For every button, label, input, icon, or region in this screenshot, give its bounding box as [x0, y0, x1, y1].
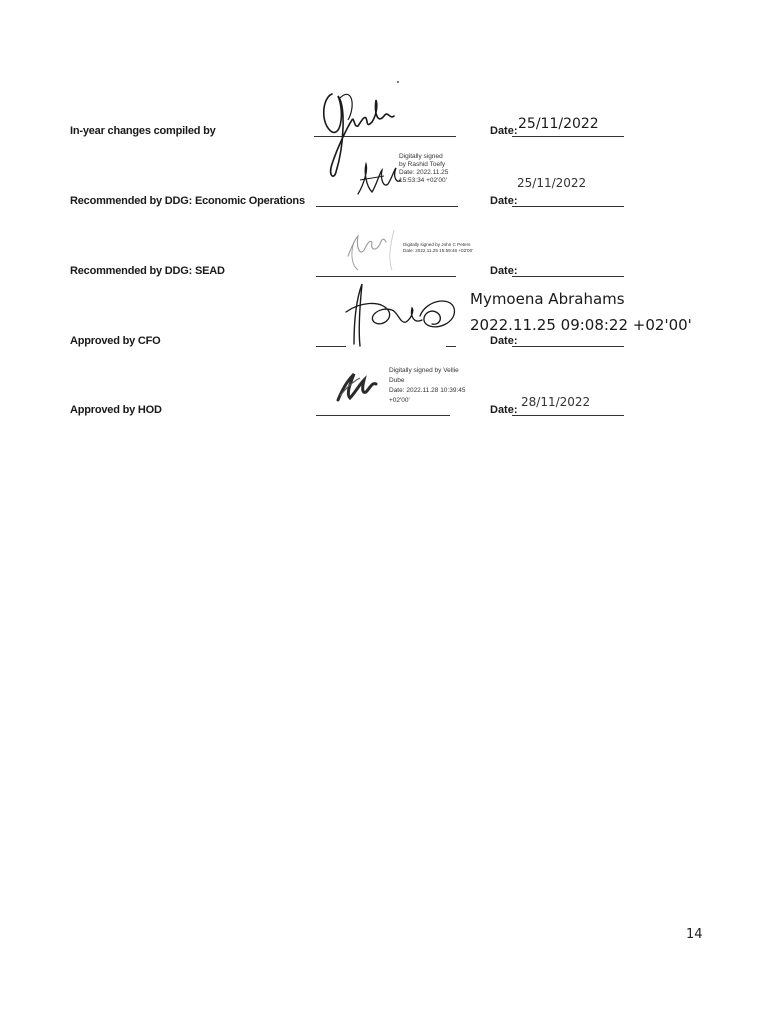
- stamp-line: Date: 2022.11.25 15:59:48 +02'00': [403, 247, 473, 253]
- signature-ddg-economic-operations: [354, 160, 402, 200]
- signature-cfo: [340, 280, 460, 350]
- cfo-signer-name: Mymoena Abrahams: [470, 290, 625, 308]
- date-label-compiled-by: Date:: [490, 125, 518, 137]
- stamp-line: by Rashid Toefy: [399, 161, 446, 169]
- date-value-hod: 28/11/2022: [521, 395, 591, 409]
- digital-stamp-john: [403, 242, 473, 253]
- signature-line-hod: [316, 415, 450, 416]
- signature-line-ddg-sead: [316, 276, 456, 277]
- date-label-hod: Date:: [490, 404, 518, 416]
- date-line-compiled-by: [512, 136, 624, 137]
- date-line-ddg-sead: [512, 276, 624, 277]
- stamp-line: Date: 2022.11.25: [399, 169, 449, 177]
- stamp-line: Date: 2022.11.28 10:39:45: [389, 387, 466, 395]
- signature-ddg-sead: [342, 226, 402, 274]
- date-value-compiled-by: 25/11/2022: [518, 116, 599, 132]
- digital-stamp-rashid: [399, 153, 448, 186]
- date-value-ddg-economic-operations: 25/11/2022: [517, 176, 587, 190]
- stamp-line: Digitally signed by Vellie: [389, 367, 459, 374]
- signature-hod: [334, 366, 384, 406]
- row-label-compiled-by: In-year changes compiled by: [70, 125, 216, 137]
- page-number: 14: [686, 927, 703, 942]
- date-label-ddg-economic-operations: Date:: [490, 195, 518, 207]
- cfo-signature-timestamp: 2022.11.25 09:08:22 +02'00': [470, 316, 692, 334]
- stamp-line: +02'00': [389, 397, 410, 405]
- stamp-line: 15:53:34 +02'00': [399, 177, 447, 185]
- date-line-cfo: [512, 346, 624, 347]
- row-label-ddg-economic-operations: Recommended by DDG: Economic Operations: [70, 195, 305, 207]
- row-label-cfo: Approved by CFO: [70, 335, 161, 347]
- row-label-ddg-sead: Recommended by DDG: SEAD: [70, 265, 225, 277]
- date-label-cfo: Date:: [490, 335, 518, 347]
- date-line-ddg-economic-operations: [512, 206, 624, 207]
- stamp-line: Digitally signed by John C Peters: [403, 242, 471, 247]
- stamp-line: Dube: [389, 377, 405, 385]
- row-label-hod: Approved by HOD: [70, 404, 162, 416]
- signature-line-ddg-economic-operations: [316, 206, 458, 207]
- digital-stamp-vellie: [389, 366, 466, 406]
- date-label-ddg-sead: Date:: [490, 265, 518, 277]
- stamp-line: Digitally signed: [399, 153, 443, 160]
- date-line-hod: [512, 415, 624, 416]
